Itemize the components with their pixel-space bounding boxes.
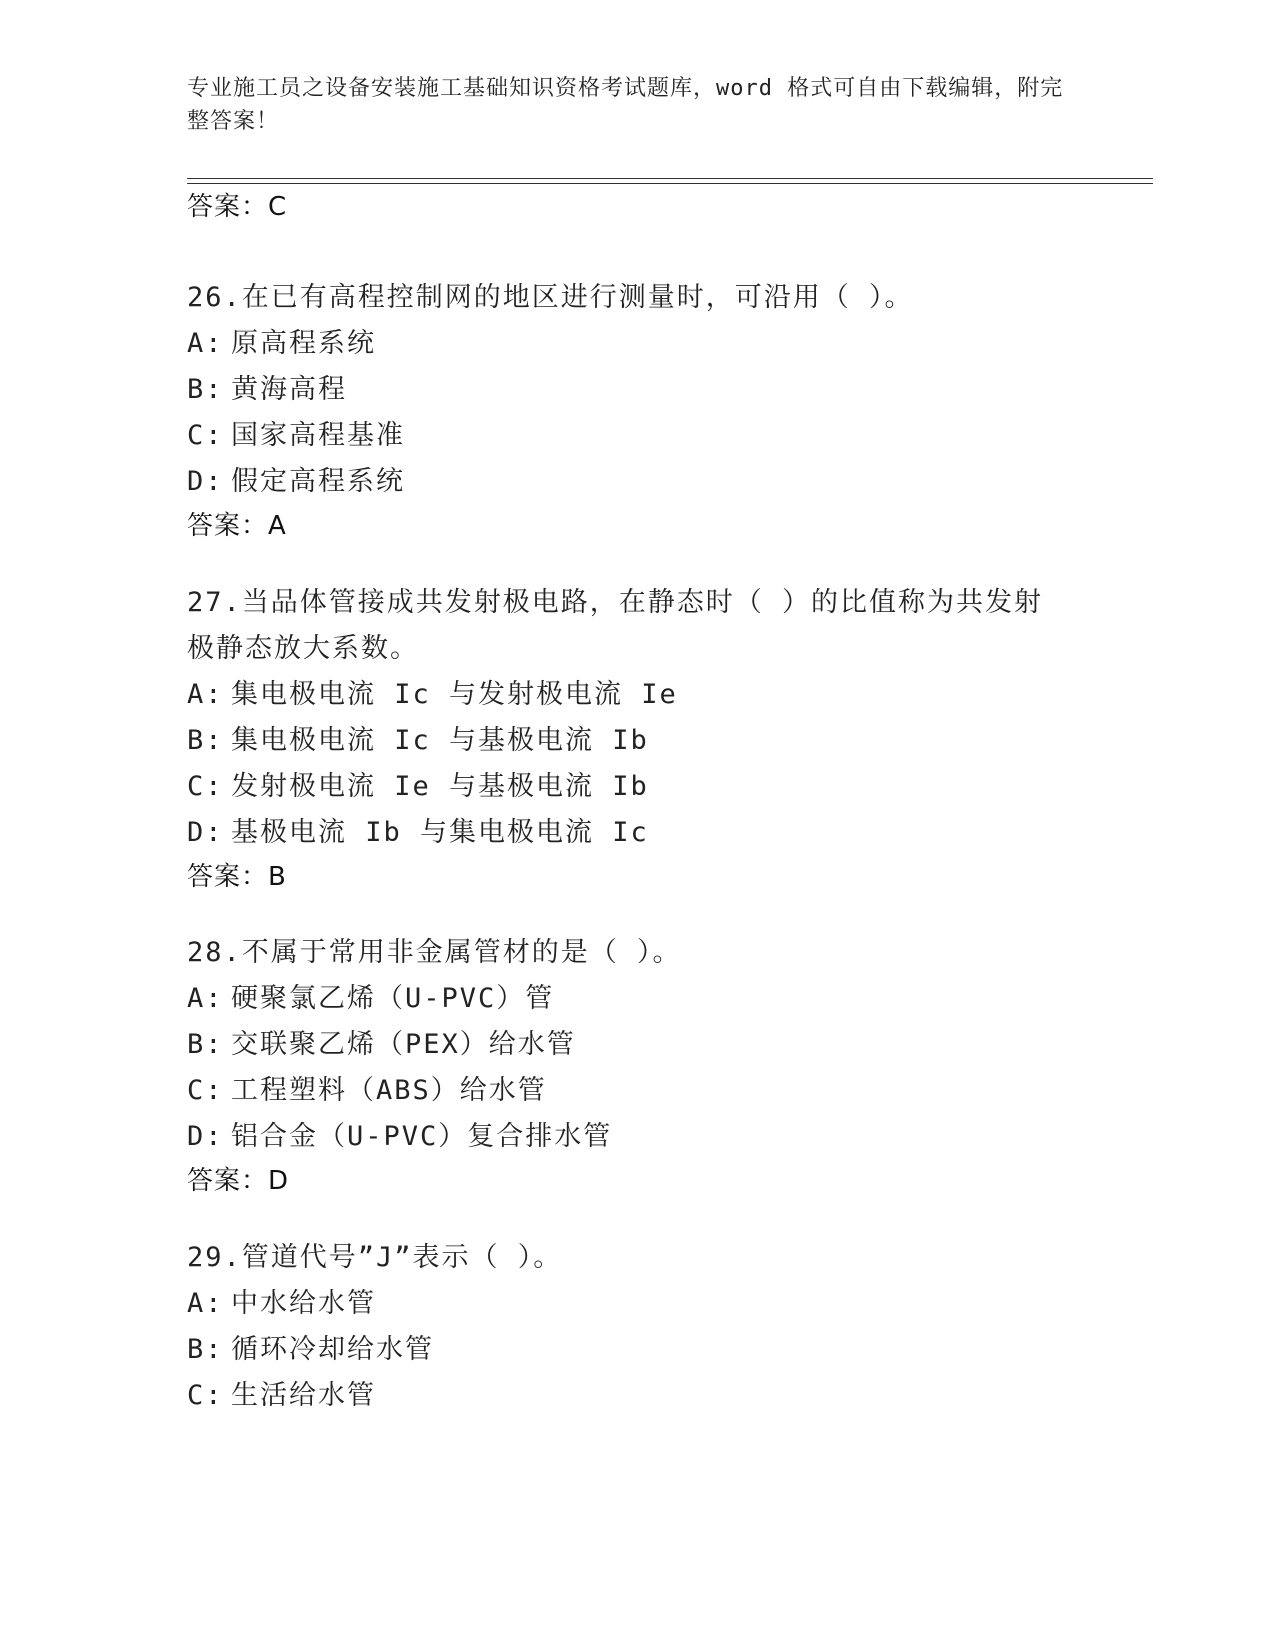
- option-key: A:: [187, 1288, 224, 1319]
- option-key: A:: [187, 328, 224, 359]
- option-key: B:: [187, 725, 224, 756]
- option-text: 基极电流 Ib 与集电极电流 Ic: [231, 817, 649, 848]
- option-c: [187, 1373, 1087, 1419]
- option-text: 循环冷却给水管: [231, 1334, 434, 1365]
- option-text: 黄海高程: [231, 374, 347, 405]
- question-stem: 26.在已有高程控制网的地区进行测量时，可沿用（ ）。: [187, 282, 914, 313]
- option-key: C:: [187, 771, 224, 802]
- question-stem: 28.不属于常用非金属管材的是（ ）。: [187, 937, 682, 968]
- option-b: [187, 718, 1047, 764]
- option-text: 铝合金（U-PVC）复合排水管: [231, 1121, 613, 1152]
- question-stem: 29.管道代号”J”表示（ ）。: [187, 1242, 563, 1273]
- option-key: D:: [187, 1121, 224, 1152]
- option-d: [187, 459, 1087, 505]
- option-key: B:: [187, 374, 224, 405]
- question-27: [187, 580, 1047, 894]
- option-key: A:: [187, 983, 224, 1014]
- option-text: 中水给水管: [231, 1288, 376, 1319]
- option-text: 发射极电流 Ie 与基极电流 Ib: [231, 771, 649, 802]
- header-note: 专业施工员之设备安装施工基础知识资格考试题库，word 格式可自由下载编辑，附完整答案！: [187, 76, 1064, 134]
- answer-label: 答案：B: [187, 862, 287, 892]
- option-text: 交联聚乙烯（PEX）给水管: [231, 1029, 576, 1060]
- option-d: [187, 1114, 1087, 1160]
- option-b: [187, 1327, 1087, 1373]
- option-b: [187, 367, 1087, 413]
- option-key: D:: [187, 466, 224, 497]
- answer-label: 答案：D: [187, 1166, 290, 1196]
- option-key: B:: [187, 1029, 224, 1060]
- option-text: 集电极电流 Ic 与发射极电流 Ie: [231, 679, 678, 710]
- option-text: 假定高程系统: [231, 466, 405, 497]
- option-text: 国家高程基准: [231, 420, 405, 451]
- option-d: [187, 810, 1047, 856]
- header-divider-bottom: [187, 183, 1153, 184]
- option-text: 硬聚氯乙烯（U-PVC）管: [231, 983, 555, 1014]
- header-divider-top: [187, 178, 1153, 179]
- option-text: 集电极电流 Ic 与基极电流 Ib: [231, 725, 649, 756]
- option-b: [187, 1022, 1087, 1068]
- option-text: 工程塑料（ABS）给水管: [231, 1075, 547, 1106]
- option-key: C:: [187, 1380, 224, 1411]
- option-c: [187, 1068, 1087, 1114]
- option-key: A:: [187, 679, 224, 710]
- question-28: [187, 930, 1087, 1198]
- option-key: D:: [187, 817, 224, 848]
- option-c: [187, 764, 1047, 810]
- option-key: C:: [187, 1075, 224, 1106]
- answer-label: 答案：A: [187, 511, 287, 541]
- question-26: [187, 275, 1087, 543]
- option-text: 原高程系统: [231, 328, 376, 359]
- option-key: B:: [187, 1334, 224, 1365]
- question-stem: 27.当品体管接成共发射极电路，在静态时（ ）的比值称为共发射极静态放大系数。: [187, 587, 1044, 664]
- question-29: [187, 1235, 1087, 1419]
- previous-answer: 答案：C: [187, 192, 288, 222]
- option-a: [187, 1281, 1087, 1327]
- option-a: [187, 976, 1087, 1022]
- option-c: [187, 413, 1087, 459]
- option-key: C:: [187, 420, 224, 451]
- option-a: [187, 321, 1087, 367]
- option-a: [187, 672, 1047, 718]
- option-text: 生活给水管: [231, 1380, 376, 1411]
